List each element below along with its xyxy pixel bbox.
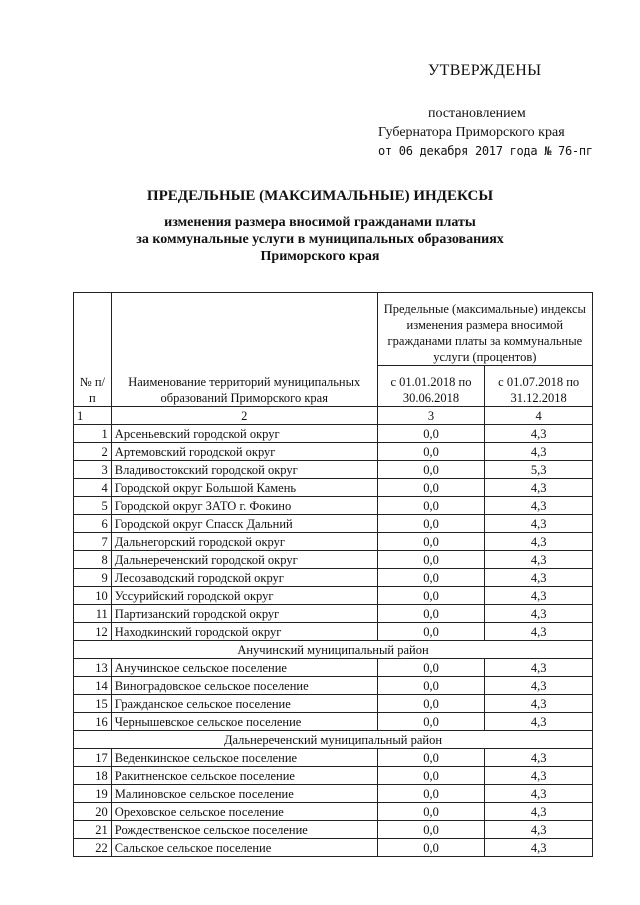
row-value-period-2: 4,3 [485,569,593,587]
row-value-period-1: 0,0 [377,623,485,641]
row-name: Артемовский городской округ [111,443,377,461]
decree-reference [378,104,593,161]
row-number: 13 [74,659,112,677]
colnum-4: 4 [485,407,593,425]
row-name: Дальнегорский городской округ [111,533,377,551]
row-name: Партизанский городской округ [111,605,377,623]
row-value-period-2: 4,3 [485,785,593,803]
table-row [74,569,593,587]
header-period-1: с 01.01.2018 по 30.06.2018 [377,366,485,407]
row-number: 8 [74,551,112,569]
row-number: 10 [74,587,112,605]
row-number: 16 [74,713,112,731]
row-name: Веденкинское сельское поселение [111,749,377,767]
document-title: ПРЕДЕЛЬНЫЕ (МАКСИМАЛЬНЫЕ) ИНДЕКСЫ [146,188,494,204]
row-name: Арсеньевский городской округ [111,425,377,443]
row-name: Анучинское сельское поселение [111,659,377,677]
row-value-period-2: 4,3 [485,695,593,713]
row-number: 21 [74,821,112,839]
row-name: Ореховское сельское поселение [111,803,377,821]
row-value-period-1: 0,0 [377,533,485,551]
table-row [74,749,593,767]
row-value-period-2: 4,3 [485,659,593,677]
decree-line-2: Губернатора Приморского края [378,125,565,140]
row-number: 22 [74,839,112,857]
row-number: 6 [74,515,112,533]
row-value-period-2: 4,3 [485,749,593,767]
row-number: 15 [74,695,112,713]
row-number: 5 [74,497,112,515]
row-number: 1 [74,425,112,443]
row-number: 3 [74,461,112,479]
decree-line-3: от 06 декабря 2017 года № 76-пг [378,144,593,158]
row-value-period-1: 0,0 [377,569,485,587]
header-name: Наименование территорий муниципальных образований Приморского края [111,293,377,407]
row-value-period-2: 4,3 [485,425,593,443]
row-value-period-2: 4,3 [485,605,593,623]
table-row [74,605,593,623]
row-value-period-2: 4,3 [485,803,593,821]
row-name: Находкинский городской округ [111,623,377,641]
table-row [74,767,593,785]
row-value-period-1: 0,0 [377,443,485,461]
row-value-period-1: 0,0 [377,497,485,515]
section-row [74,641,593,659]
table-row [74,479,593,497]
table-row [74,659,593,677]
row-number: 4 [74,479,112,497]
row-number: 19 [74,785,112,803]
table-row [74,623,593,641]
colnum-2: 2 [111,407,377,425]
row-number: 17 [74,749,112,767]
table-row [74,443,593,461]
row-value-period-1: 0,0 [377,713,485,731]
indices-table [73,292,593,857]
table-row [74,785,593,803]
document-subtitle [0,214,640,265]
section-row [74,731,593,749]
table-header-row [74,293,593,366]
subtitle-line-1: изменения размера вносимой гражданами платы [164,215,476,230]
row-name: Владивостокский городской округ [111,461,377,479]
table-row [74,461,593,479]
row-name: Виноградовское сельское поселение [111,677,377,695]
row-value-period-2: 4,3 [485,443,593,461]
table-row [74,515,593,533]
row-value-period-2: 4,3 [485,767,593,785]
row-value-period-2: 4,3 [485,839,593,857]
colnum-1: 1 [74,407,112,425]
row-value-period-2: 4,3 [485,587,593,605]
row-name: Рождественское сельское поселение [111,821,377,839]
colnum-3: 3 [377,407,485,425]
table-row [74,821,593,839]
row-value-period-1: 0,0 [377,803,485,821]
subtitle-line-2: за коммунальные услуги в муниципальных образованиях [136,232,504,247]
row-name: Малиновское сельское поселение [111,785,377,803]
row-number: 18 [74,767,112,785]
header-period-2: с 01.07.2018 по 31.12.2018 [485,366,593,407]
table-row [74,677,593,695]
row-number: 11 [74,605,112,623]
row-value-period-1: 0,0 [377,479,485,497]
header-num: № п/п [74,293,112,407]
row-value-period-2: 4,3 [485,497,593,515]
row-value-period-1: 0,0 [377,677,485,695]
table-row [74,497,593,515]
row-value-period-1: 0,0 [377,461,485,479]
row-value-period-2: 4,3 [485,713,593,731]
table-row [74,551,593,569]
table-row [74,695,593,713]
column-numbers-row [74,407,593,425]
row-value-period-2: 4,3 [485,479,593,497]
table-row [74,533,593,551]
row-number: 9 [74,569,112,587]
row-value-period-1: 0,0 [377,821,485,839]
row-value-period-2: 4,3 [485,623,593,641]
header-indices: Предельные (максимальные) индексы изменения размера вносимой гражданами платы за коммунальные услуги (процентов) [377,293,592,366]
row-value-period-1: 0,0 [377,659,485,677]
approval-heading: УТВЕРЖДЕНЫ [428,62,542,79]
row-value-period-1: 0,0 [377,605,485,623]
row-value-period-1: 0,0 [377,839,485,857]
row-name: Городской округ ЗАТО г. Фокино [111,497,377,515]
row-value-period-1: 0,0 [377,551,485,569]
table-row [74,803,593,821]
row-number: 12 [74,623,112,641]
row-value-period-2: 4,3 [485,533,593,551]
subtitle-line-3: Приморского края [260,249,380,264]
table-row [74,587,593,605]
row-value-period-2: 5,3 [485,461,593,479]
row-name: Лесозаводский городской округ [111,569,377,587]
row-name: Сальское сельское поселение [111,839,377,857]
row-value-period-1: 0,0 [377,425,485,443]
table-row [74,839,593,857]
row-name: Городской округ Спасск Дальний [111,515,377,533]
row-value-period-2: 4,3 [485,821,593,839]
section-title: Дальнереченский муниципальный район [74,731,593,749]
row-name: Дальнереченский городской округ [111,551,377,569]
row-value-period-2: 4,3 [485,677,593,695]
row-number: 7 [74,533,112,551]
table-row [74,425,593,443]
row-value-period-1: 0,0 [377,515,485,533]
row-value-period-1: 0,0 [377,695,485,713]
row-value-period-2: 4,3 [485,515,593,533]
row-value-period-1: 0,0 [377,767,485,785]
row-number: 2 [74,443,112,461]
table-row [74,713,593,731]
row-name: Городской округ Большой Камень [111,479,377,497]
row-value-period-1: 0,0 [377,785,485,803]
row-value-period-1: 0,0 [377,587,485,605]
row-name: Ракитненское сельское поселение [111,767,377,785]
row-value-period-1: 0,0 [377,749,485,767]
row-name: Уссурийский городской округ [111,587,377,605]
decree-line-1: постановлением [428,106,526,121]
section-title: Анучинский муниципальный район [74,641,593,659]
row-number: 20 [74,803,112,821]
row-number: 14 [74,677,112,695]
row-value-period-2: 4,3 [485,551,593,569]
row-name: Чернышевское сельское поселение [111,713,377,731]
row-name: Гражданское сельское поселение [111,695,377,713]
